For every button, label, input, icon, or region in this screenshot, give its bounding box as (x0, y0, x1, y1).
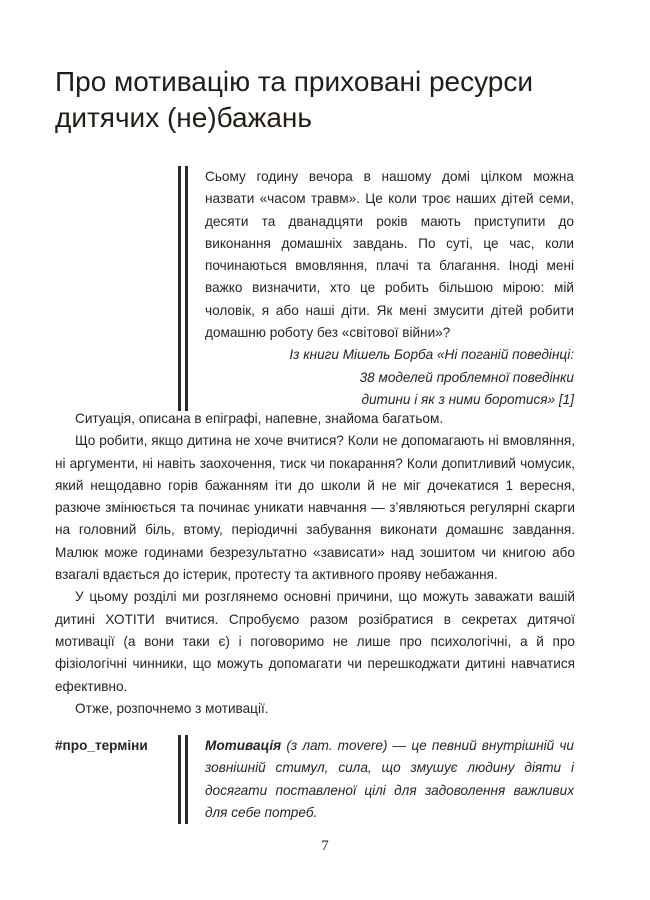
epigraph-text: Сьому годину вечора в нашому домі цілком можна назвати «часом травм». Це коли троє наших дітей семи, десяти та дванадцяти років мають приступити до виконання домашніх завдань. По суті, це час, коли починаються вмовляння, плачі та благання. Іноді мені важко визначити, хто це робить більшою мірою: мій чоловік, я або наші діти. Як мені змусити дітей робити домашню роботу без «світової війни»? (205, 169, 574, 341)
definition-box (178, 735, 574, 824)
body-text (55, 408, 575, 720)
chapter-title: Про мотивацію та приховані ресурси дитячих (не)бажань (55, 66, 534, 133)
epigraph-source-line: дитини і як з ними боротися» [1] (361, 391, 574, 407)
epigraph-source-line: 38 моделей проблемної поведінки (359, 369, 574, 385)
definition-term: Мотивація (205, 738, 282, 753)
term-tag: #про_терміни (55, 738, 148, 753)
page-number: 7 (321, 838, 329, 854)
paragraph: Що робити, якщо дитина не хоче вчитися? Коли не допомагають ні вмовляння, ні аргументи, ні навіть заохочення, тиск чи покарання? Коли допитливий чомусик, який нещодавно горів бажанням іти до школи й не міг дочекатися 1 вересня, разюче змінюється та починає уникати навчання — з’являються регулярні скарги на головний біль, втому, періодичні забування виконати домашнє завдання. Малюк може годинами безрезультатно «зависати» над зошитом чи книгою або взагалі вдається до істерик, протесту та активного прояву небажання. (55, 433, 575, 583)
epigraph (178, 166, 574, 411)
paragraph: Отже, розпочнемо з мотивації. (75, 700, 269, 716)
paragraph: У цьому розділі ми розглянемо основні причини, що можуть заважати вашій дитині ХОТІТИ вчитися. Спробуємо разом розібратися в секретах дитячої мотивації (а вони таки є) і поговоримо не лише про психологічні, а й про фізіологічні чинники, що можуть допомагати чи перешкоджати дитині навчатися ефективно. (55, 589, 575, 694)
paragraph: Ситуація, описана в епіграфі, напевне, знайома багатьом. (75, 411, 444, 426)
epigraph-source-line: Із книги Мішель Борба «Ні поганій поведінці: (289, 347, 574, 363)
definition-text: (з лат. movere) — це певний внутрішній чи зовнішній стимул, сила, що змушує людину діяти і досягати поставленої цілі для задоволення важливих для себе потреб. (205, 738, 574, 820)
